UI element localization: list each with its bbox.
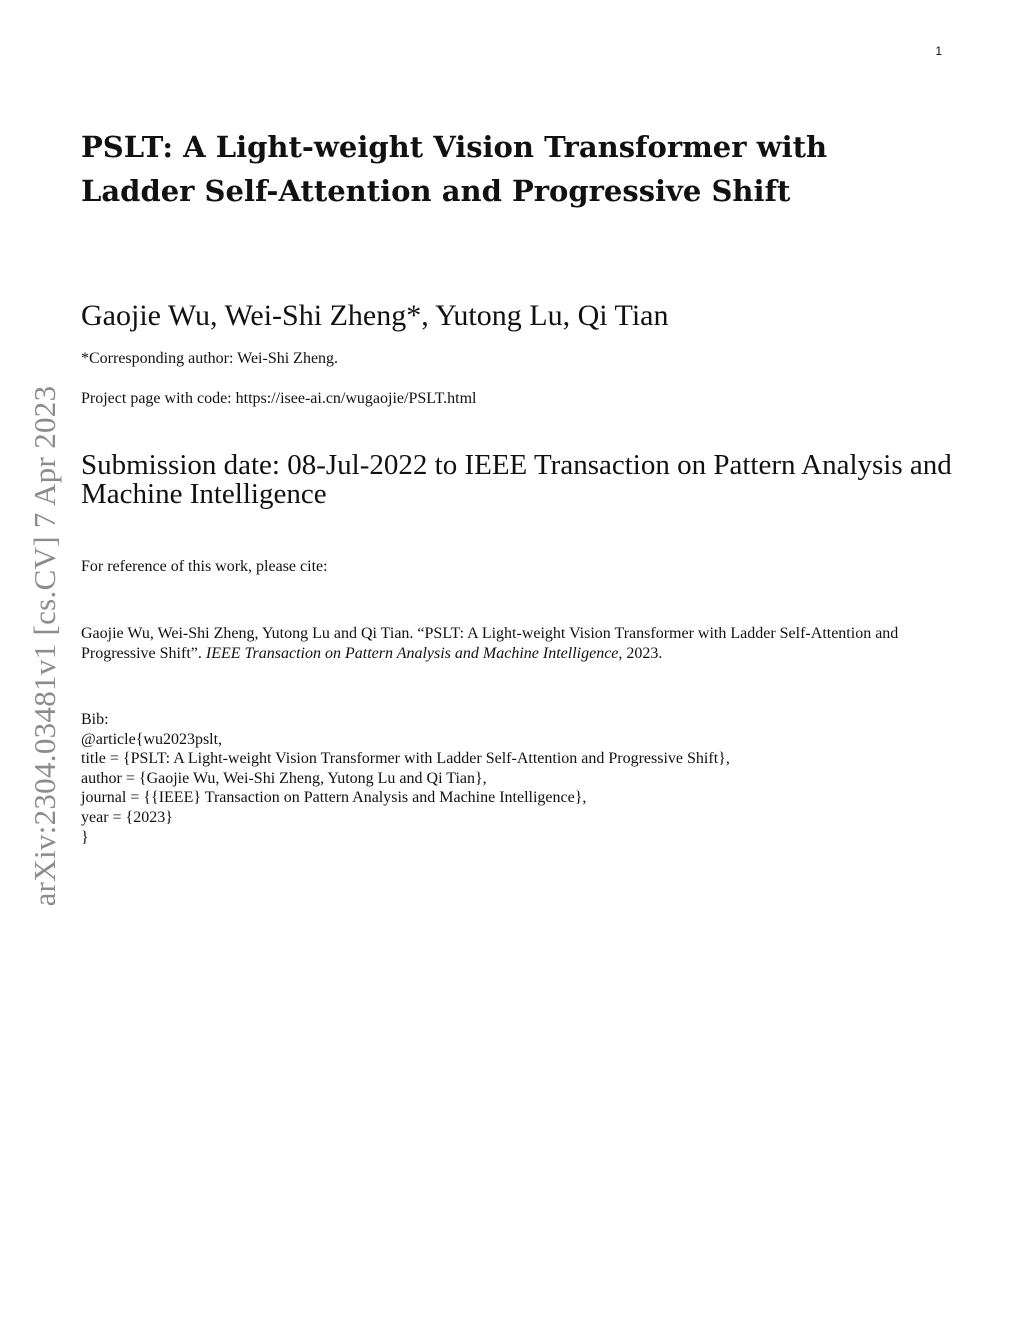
paper-title [81, 125, 881, 213]
paper-title-line-1: PSLT: A Light-weight Vision Transformer with [81, 130, 828, 164]
bibtex-line: title = {PSLT: A Light-weight Vision Transformer with Ladder Self-Attention and Progressive Shift}, [81, 750, 730, 768]
citation-text: Gaojie Wu, Wei-Shi Zheng, Yutong Lu and Qi Tian. “PSLT: A Light-weight Vision Transformer with Ladder Self-Attention and Progressive Shift”. [81, 625, 899, 662]
paper-title-line-2: Ladder Self-Attention and Progressive Shift [81, 174, 791, 208]
bibtex-label: Bib: [81, 711, 109, 728]
project-page-note: Project page with code: https://isee-ai.cn/wugaojie/PSLT.html [81, 390, 477, 407]
bibtex-line: year = {2023} [81, 808, 173, 826]
bibtex-line: @article{wu2023pslt, [81, 730, 223, 748]
arxiv-identifier-stamp: arXiv:2304.03481v1 [cs.CV] 7 Apr 2023 [27, 385, 62, 907]
bibtex-line: journal = {{IEEE} Transaction on Pattern Analysis and Machine Intelligence}, [81, 789, 587, 807]
cite-instruction: For reference of this work, please cite: [81, 558, 328, 575]
submission-date: Submission date: 08-Jul-2022 to IEEE Transaction on Pattern Analysis and Machine Intelligence [81, 449, 952, 510]
citation-journal: IEEE Transaction on Pattern Analysis and Machine Intelligence, [205, 645, 623, 662]
bibtex-line: author = {Gaojie Wu, Wei-Shi Zheng, Yutong Lu and Qi Tian}, [81, 769, 487, 787]
author-list: Gaojie Wu, Wei-Shi Zheng*, Yutong Lu, Qi Tian [81, 299, 669, 332]
citation-year: 2023. [622, 645, 663, 662]
bibtex-line: } [81, 828, 89, 846]
page-number: 1 [935, 44, 942, 58]
citation-reference [81, 624, 961, 664]
bibtex-block [81, 710, 730, 847]
corresponding-author-note: *Corresponding author: Wei-Shi Zheng. [81, 350, 339, 367]
